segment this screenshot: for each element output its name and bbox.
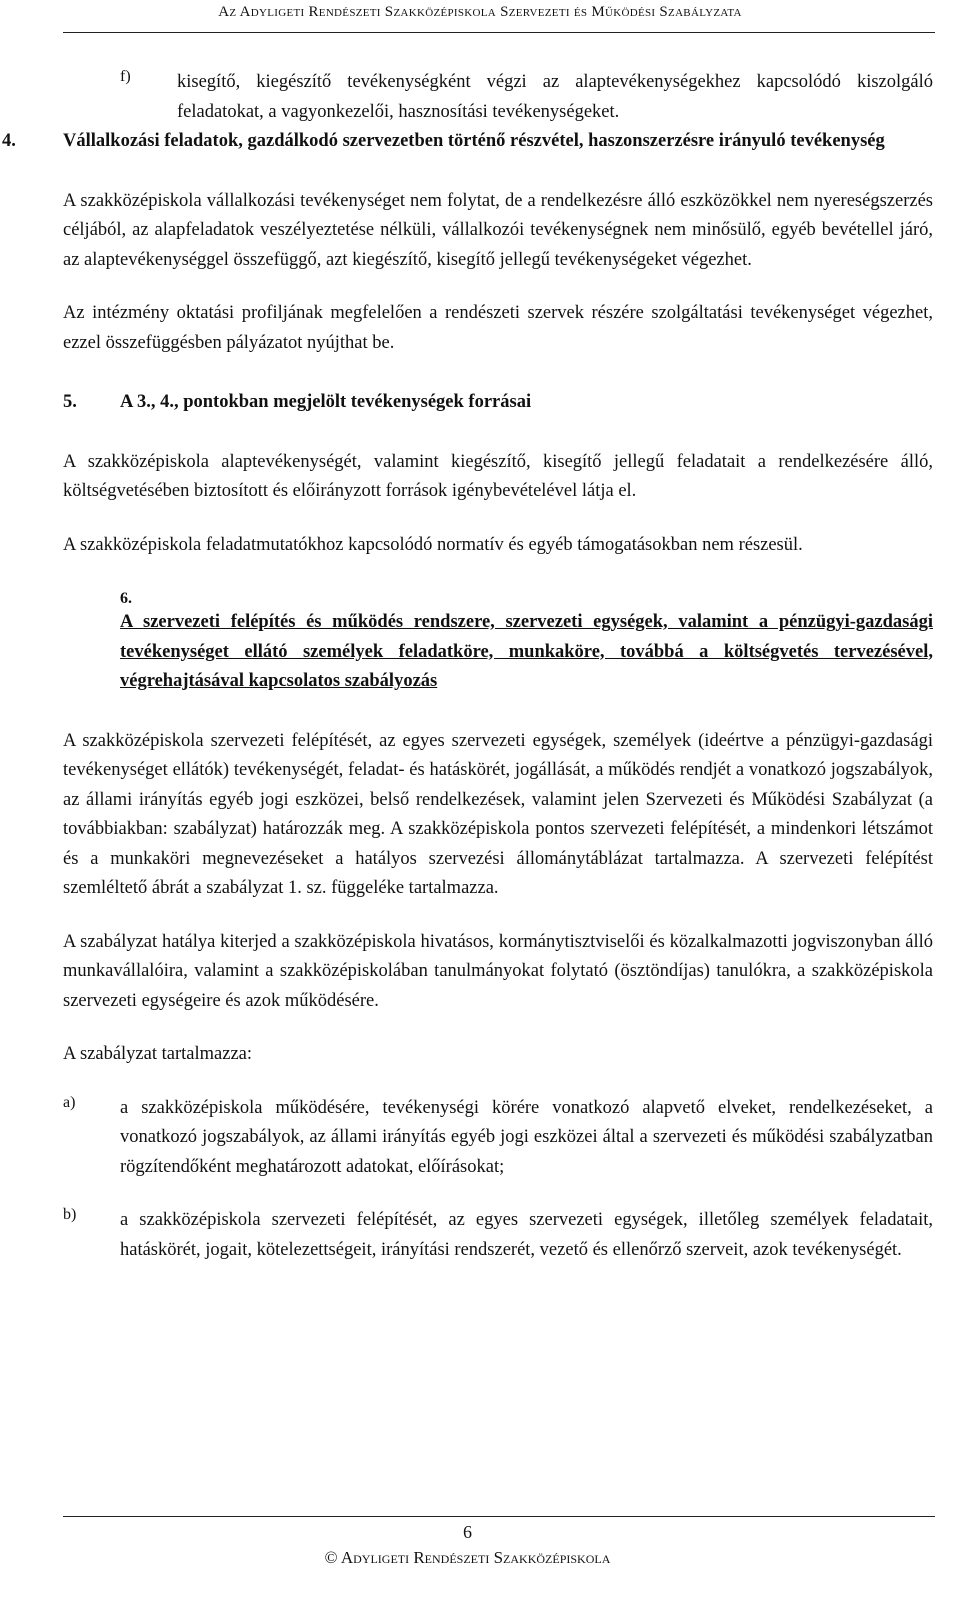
list-marker-f: f)	[120, 68, 131, 85]
section-5-title: A 3., 4., pontokban megjelölt tevékenységek forrásai	[120, 392, 532, 412]
list-marker-b: b)	[63, 1206, 77, 1223]
section-6-paragraph-2: A szabályzat hatálya kiterjed a szakközépiskola hivatásos, kormánytisztviselői és közalkalmazotti jogviszonyban álló munkavállalóira, valamint a szakközépiskolában tanulmányokat folytató (ösztöndíjas) tanulókra, a szakközépiskola szervezeti egységeire és azok működésére.	[63, 931, 933, 1011]
list-item-b	[63, 1206, 933, 1265]
section-4-paragraph-2: Az intézmény oktatási profiljának megfelelően a rendészeti szervek részére szolgáltatási tevékenységet végezhet, ezzel összefüggésben pályázatot nyújthat be.	[63, 303, 933, 353]
list-text-b: a szakközépiskola szervezeti felépítését, az egyes szervezeti egységek, illetőleg személyek feladatait, hatáskörét, jogait, kötelezettségeit, irányítási rendszerét, vezető és ellenőrző szerveit, azok tevékenységét.	[120, 1210, 933, 1260]
section-4	[2, 127, 933, 358]
list-text-a: a szakközépiskola működésére, tevékenységi körére vonatkozó alapvető elveket, rendelkezéseket, a vonatkozó jogszabályok, az állami irányítás egyéb jogi eszközei által a szervezeti és működési szabályzatban rögzítendőként meghatározott adatokat, előírásokat;	[120, 1097, 933, 1177]
list-item-a	[63, 1094, 933, 1183]
section-6-paragraph-1: A szakközépiskola szervezeti felépítését, az egyes szervezeti egységek, személyek (ideértve a pénzügyi-gazdasági tevékenységet ellátók) tevékenységét, feladat- és hatáskörét, jogállását, a működés rendjét a vonatkozó jogszabályok, az állami irányítás egyéb jogi eszközei, belső rendelkezések, valamint jelen Szervezeti és Működési Szabályzat (a továbbiakban: szabályzat) határozzák meg. A szakközépiskola pontos szervezeti felépítését, a mindenkori létszámot és a munkaköri megnevezéseket a hatályos szervezési állománytáblázat tartalmazza. A szervezeti felépítést szemléltető ábrát a szabályzat 1. sz. függeléke tartalmazza.	[63, 730, 933, 898]
list-marker-a: a)	[63, 1093, 76, 1111]
page-number: 6	[463, 1522, 472, 1542]
section-6-number: 6.	[120, 590, 132, 607]
document-footer: © Adyligeti Rendészeti Szakközépiskola	[324, 1548, 611, 1567]
section-4-paragraph-1: A szakközépiskola vállalkozási tevékenységet nem folytat, de a rendelkezésre álló eszközökkel nem nyereségszerzés céljából, az alapfeladatok veszélyeztetése nélküli, vállalkozói tevékenységnek nem minősülő, egyéb bevétellel járó, az alaptevékenységgel összefüggő, azt kiegészítő, kisegítő jellegű tevékenységeket végezhet.	[63, 190, 933, 270]
section-4-title: Vállalkozási feladatok, gazdálkodó szervezetben történő részvétel, haszonszerzésre irányuló tevékenység	[63, 131, 885, 151]
section-6-paragraph-3: A szabályzat tartalmazza:	[63, 1044, 253, 1064]
page-content	[2, 68, 933, 1265]
section-6-title: A szervezeti felépítés és működés rendszere, szervezeti egységek, valamint a pénzügyi-gazdasági tevékenységet ellátó személyek feladatköre, munkaköre, továbbá a költségvetés tervezésével, végrehajtásával kapcsolatos szabályozás	[120, 612, 933, 691]
section-4-heading	[2, 127, 933, 157]
section-4-number: 4.	[2, 131, 16, 151]
section-5-number: 5.	[63, 392, 77, 412]
list-text-f: kisegítő, kiegészítő tevékenységként végzi az alaptevékenységekhez kapcsolódó kiszolgáló feladatokat, a vagyonkezelői, hasznosítási tevékenységeket.	[177, 72, 933, 122]
section-5-paragraph-1: A szakközépiskola alaptevékenységét, valamint kiegészítő, kisegítő jellegű feladatait a rendelkezésére álló, költségvetésében biztosított és előirányzott források igénybevételével látja el.	[63, 451, 933, 501]
footer-rule	[63, 1516, 935, 1517]
section-5-heading	[63, 388, 933, 418]
section-6-heading-block	[63, 590, 933, 697]
section-5-paragraph-2: A szakközépiskola feladatmutatókhoz kapcsolódó normatív és egyéb támogatásokban nem részesül.	[63, 534, 803, 555]
header-rule	[63, 32, 935, 33]
list-item-f	[63, 68, 933, 127]
document-header: Az Adyligeti Rendészeti Szakközépiskola Szervezeti és Működési Szabályzata	[218, 4, 742, 20]
